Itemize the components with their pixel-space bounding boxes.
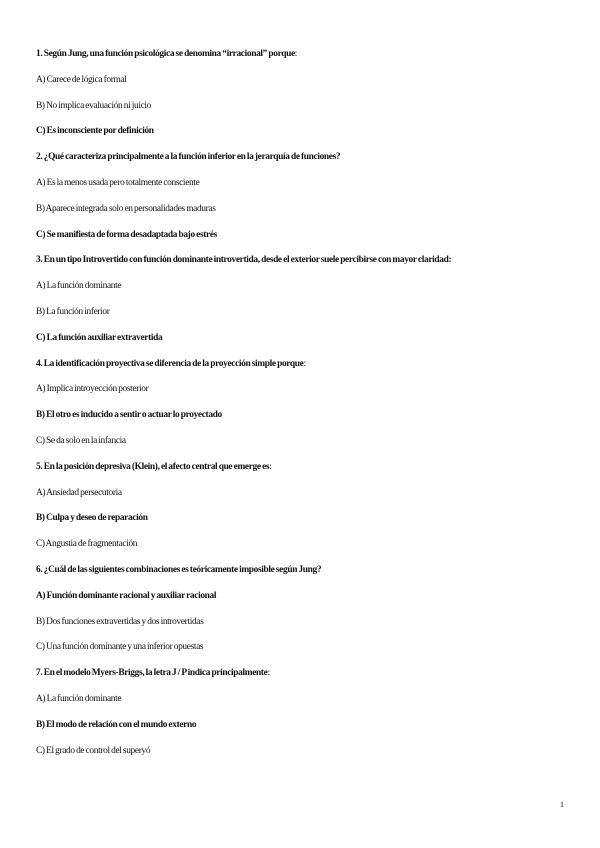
option-b: B) El modo de relación con el mundo externo [36,719,197,730]
question-title: 7. En el modelo Myers-Briggs, la letra J / P indica principalmente: [36,668,270,679]
option-b: B) No implica evaluación ni juicio [36,100,152,111]
question-4 [36,358,566,447]
question-3 [36,254,566,343]
option-c: C) Se manifiesta de forma desadaptada bajo estrés [36,229,217,240]
option-b: B) Dos funciones extravertidas y dos introvertidas [36,616,204,627]
question-title: 2. ¿Qué caracteriza principalmente a la función inferior en la jerarquía de funciones? [36,152,341,163]
option-c: C) Se da solo en la infancia [36,435,126,446]
question-list [36,48,566,770]
question-1 [36,48,566,137]
option-b: B) Culpa y deseo de reparación [36,513,148,524]
question-title: 4. La identificación proyectiva se diferencia de la proyección simple porque: [36,358,306,369]
question-title: 6. ¿Cuál de las siguientes combinaciones es teóricamente imposible según Jung? [36,564,322,575]
question-title: 3. En un tipo Introvertido con función dominante introvertida, desde el exterior suele percibirse con mayor claridad: [36,255,452,266]
option-a: A) Ansiedad persecutoria [36,487,122,498]
question-6 [36,564,566,653]
option-c: C) El grado de control del superyó [36,745,151,756]
option-a: A) Es la menos usada pero totalmente consciente [36,177,200,188]
question-5 [36,461,566,550]
question-title: 5. En la posición depresiva (Klein), el afecto central que emerge es: [36,461,272,472]
page-number: 1 [560,800,564,809]
question-title: 1. Según Jung, una función psicológica se denomina “irracional” porque: [36,49,298,59]
option-a: A) Carece de lógica formal [36,74,127,85]
option-c: C) La función auxiliar extravertida [36,332,163,343]
option-a: A) Implica introyección posterior [36,384,149,395]
option-a: A) La función dominante [36,281,122,292]
option-b: B) La función inferior [36,306,110,317]
question-2 [36,151,566,240]
option-b: B) Aparece integrada solo en personalidades maduras [36,203,216,214]
option-a: A) Función dominante racional y auxiliar racional [36,590,217,601]
option-b: B) El otro es inducido a sentir o actuar lo proyectado [36,410,222,421]
question-7 [36,667,566,756]
option-c: C) Angustia de fragmentación [36,539,138,550]
option-c: C) Es inconsciente por definición [36,126,154,137]
option-c: C) Una función dominante y una inferior opuestas [36,642,204,653]
option-a: A) La función dominante [36,693,122,704]
